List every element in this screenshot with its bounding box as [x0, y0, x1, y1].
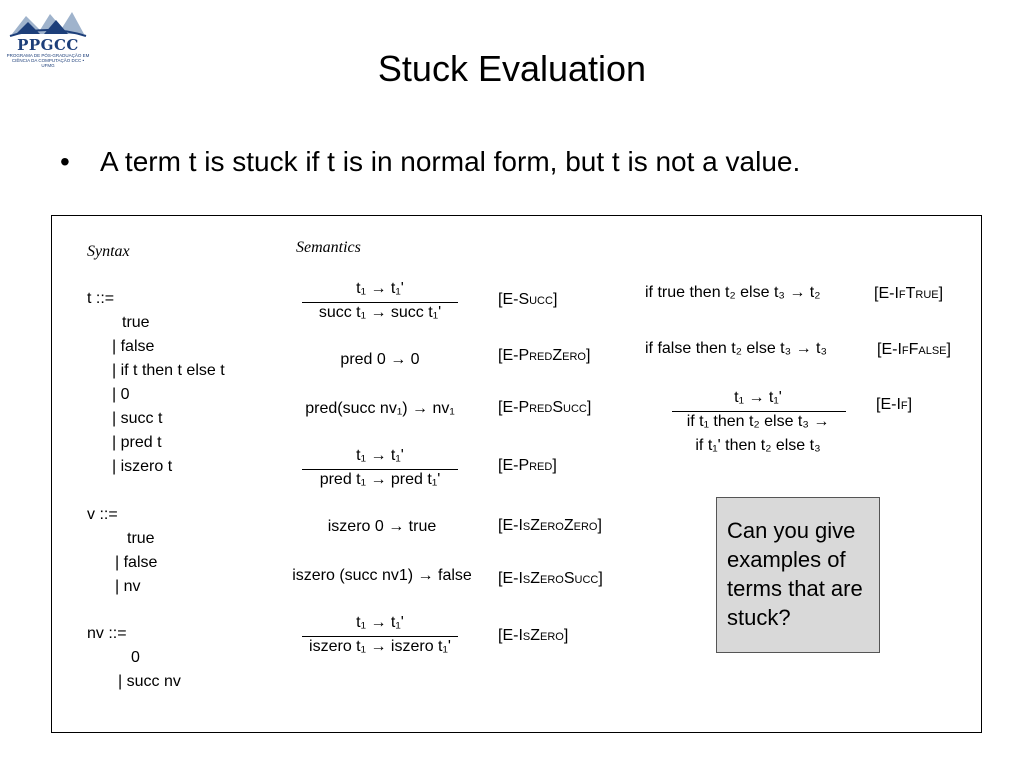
- rule-conclusion: pred(succ nv₁) → nv₁: [305, 400, 455, 417]
- rule-label: [E-IsZeroSucc]: [498, 570, 603, 587]
- rule-label: [E-Pred]: [498, 457, 557, 474]
- bullet-text: A term t is stuck if t is in normal form, but t is not a value.: [100, 146, 801, 177]
- logo-emblem-icon: [6, 6, 90, 38]
- syntax-line: | succ t: [112, 410, 163, 427]
- semantics-heading: Semantics: [296, 239, 361, 256]
- syntax-line: true: [127, 530, 155, 547]
- syntax-line: | nv: [115, 578, 141, 595]
- syntax-line: t ::=: [87, 290, 115, 307]
- rule-conclusion: pred t₁ → pred t₁': [319, 471, 441, 488]
- inference-line: [302, 302, 458, 303]
- question-text: Can you give examples of terms that are stuck?: [727, 518, 863, 630]
- syntax-line: | false: [115, 554, 158, 571]
- slide-title: Stuck Evaluation: [377, 48, 647, 89]
- rule-conclusion: iszero t₁ → iszero t₁': [309, 638, 451, 655]
- syntax-line: v ::=: [87, 506, 118, 523]
- rule-conclusion: succ t₁ → succ t₁': [318, 304, 442, 321]
- rule-conclusion: pred 0 → 0: [340, 351, 420, 368]
- syntax-line: | pred t: [112, 434, 162, 451]
- bullet-dot-icon: •: [60, 146, 70, 177]
- inference-line: [302, 636, 458, 637]
- inference-line: [672, 411, 846, 412]
- rule-conclusion: if false then t₂ else t₃ → t₃: [645, 340, 827, 357]
- rule-conclusion: if true then t₂ else t₃ → t₂: [645, 284, 821, 301]
- syntax-line: | iszero t: [112, 458, 173, 475]
- rule-conclusion: if t₁' then t₂ else t₃: [695, 437, 821, 454]
- syntax-line: 0: [131, 649, 140, 666]
- rule-conclusion: iszero 0 → true: [327, 518, 437, 535]
- rule-label: [E-If]: [876, 396, 913, 413]
- rule-label: [E-IfTrue]: [874, 285, 944, 302]
- syntax-line: | if t then t else t: [112, 362, 225, 379]
- rule-conclusion: if t₁ then t₂ else t₃ →: [686, 413, 830, 430]
- rule-premise: t₁ → t₁': [734, 389, 782, 406]
- logo-subtitle: PROGRAMA DE PÓS-GRADUAÇÃO EM CIÊNCIA DA COMPUTAÇÃO DCC • UFMG: [6, 53, 90, 68]
- rule-label: [E-IsZero]: [498, 627, 569, 644]
- rule-label: [E-PredZero]: [498, 347, 591, 364]
- syntax-line: nv ::=: [87, 625, 127, 642]
- syntax-line: | 0: [112, 386, 130, 403]
- syntax-line: | succ nv: [118, 673, 181, 690]
- rule-label: [E-IsZeroZero]: [498, 517, 602, 534]
- question-box: [716, 497, 880, 653]
- inference-line: [302, 469, 458, 470]
- rule-label: [E-PredSucc]: [498, 399, 592, 416]
- rule-premise: t₁ → t₁': [356, 614, 404, 631]
- rule-premise: t₁ → t₁': [356, 280, 404, 297]
- rule-premise: t₁ → t₁': [356, 447, 404, 464]
- logo-name: PPGCC: [17, 36, 79, 54]
- rule-label: [E-IfFalse]: [877, 341, 951, 358]
- rule-label: [E-Succ]: [498, 291, 558, 308]
- syntax-heading: Syntax: [87, 243, 130, 260]
- syntax-line: | false: [112, 338, 155, 355]
- rule-conclusion: iszero (succ nv1) → false: [292, 567, 472, 584]
- syntax-line: true: [122, 314, 150, 331]
